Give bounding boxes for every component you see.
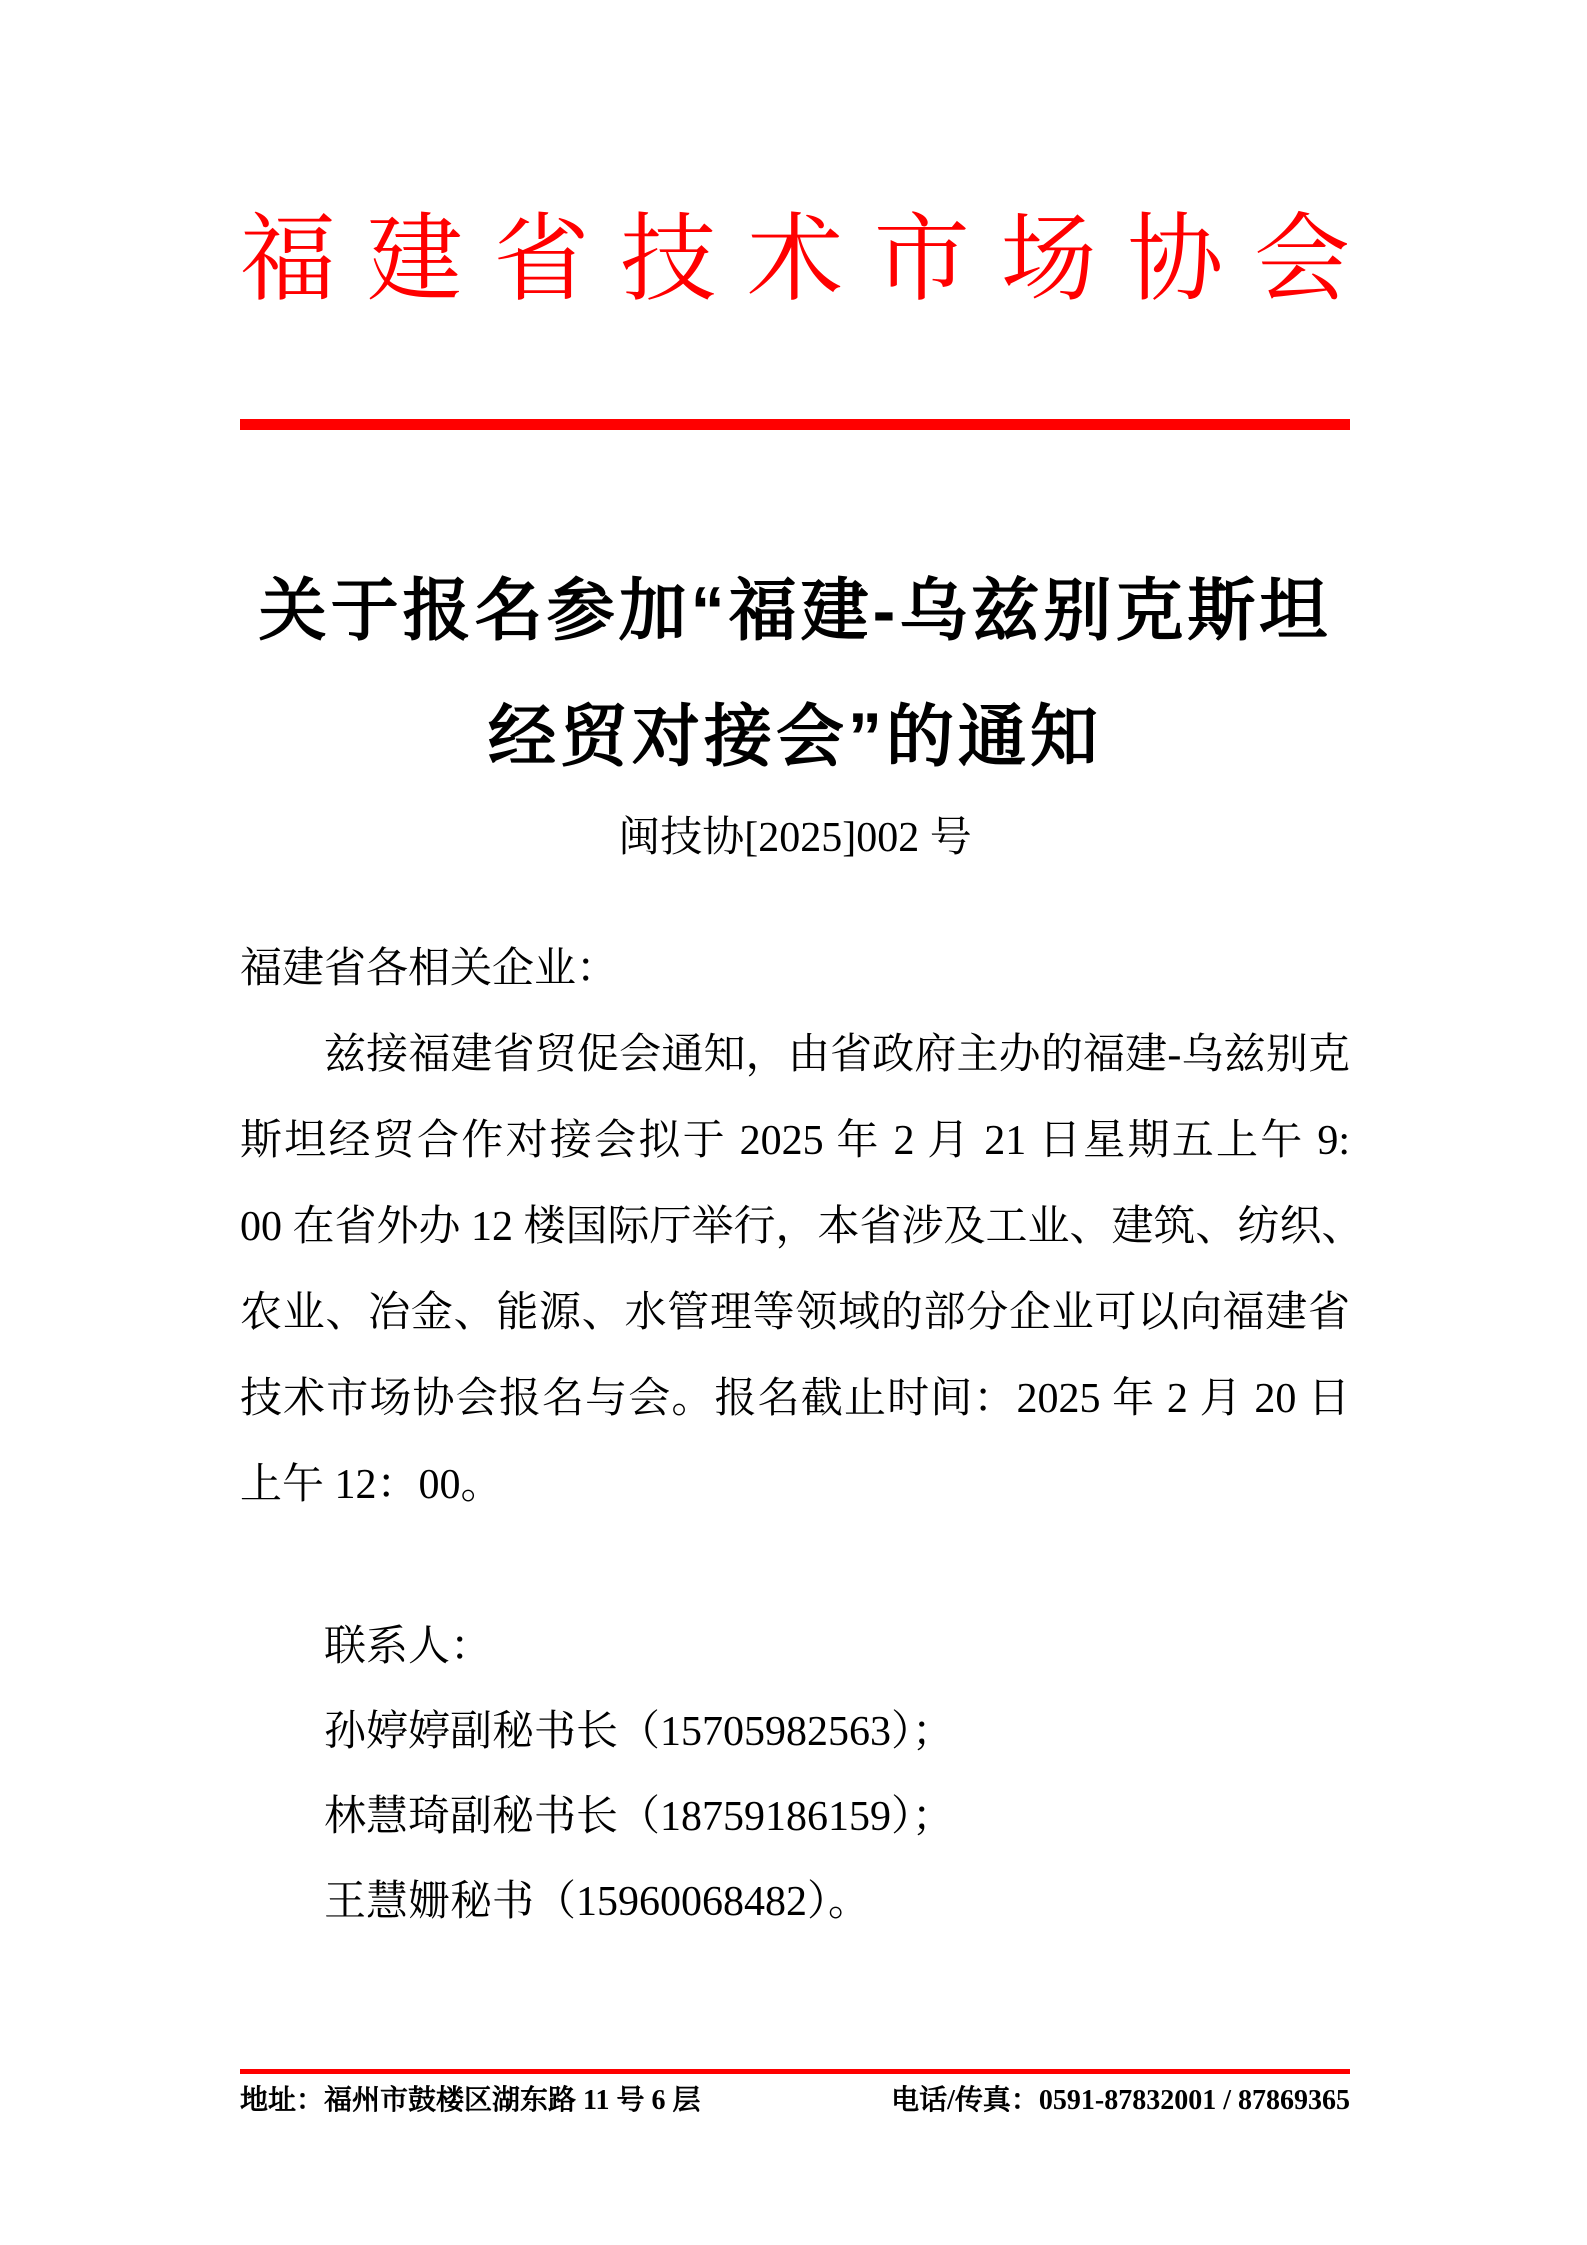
footer-address: 地址：福州市鼓楼区湖东路 11 号 6 层 — [240, 2085, 701, 2116]
footer — [240, 2082, 1350, 2120]
contacts-section — [240, 1605, 1350, 1945]
body-line: 农业、冶金、能源、水管理等领域的部分企业可以向福建省 — [240, 1290, 1350, 1336]
document-title-line-2: 经贸对接会”的通知 — [487, 699, 1102, 775]
document-number: 闽技协[2025]002 号 — [618, 815, 972, 861]
contacts-heading: 联系人： — [324, 1624, 493, 1670]
document-title-line-1: 关于报名参加“福建-乌兹别克斯坦 — [258, 573, 1332, 649]
body-line: 上午 12：00。 — [240, 1462, 503, 1508]
contact-person: 王慧姗秘书（15960068482）。 — [324, 1879, 871, 1925]
letterhead-red-divider — [240, 419, 1350, 430]
salutation: 福建省各相关企业： — [240, 944, 619, 991]
document-title — [190, 548, 1400, 800]
body-line: 兹接福建省贸促会通知，由省政府主办的福建-乌兹别克 — [324, 1032, 1350, 1078]
contact-person: 林慧琦副秘书长（18759186159）； — [324, 1794, 955, 1840]
letterhead-org-name: 福建省技术市场协会 — [240, 206, 1350, 313]
body-line: 斯坦经贸合作对接会拟于 2025 年 2 月 21 日星期五上午 9: — [240, 1118, 1350, 1164]
contact-person: 孙婷婷副秘书长（15705982563）； — [324, 1709, 955, 1755]
body-line: 技术市场协会报名与会。报名截止时间：2025 年 2 月 20 日 — [240, 1376, 1350, 1422]
footer-red-divider — [240, 2069, 1350, 2074]
body-paragraph — [240, 1012, 1364, 1528]
footer-phone-fax: 电话/传真：0591-87832001 / 87869365 — [891, 2085, 1350, 2116]
body-line: 00 在省外办 12 楼国际厅举行，本省涉及工业、建筑、纺织、 — [240, 1204, 1364, 1250]
